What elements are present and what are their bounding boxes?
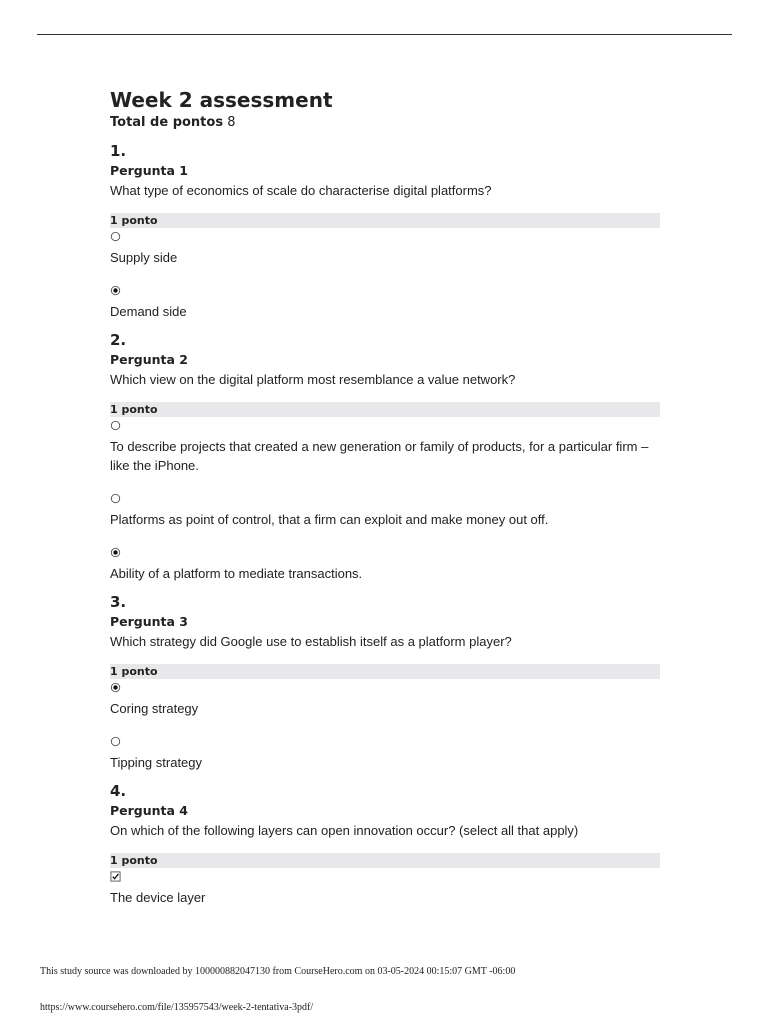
answer-option[interactable] bbox=[110, 871, 660, 907]
answer-option[interactable] bbox=[110, 420, 660, 475]
radio-unselected-icon[interactable] bbox=[110, 420, 121, 431]
option-label: Platforms as point of control, that a firm can exploit and make money out off. bbox=[110, 512, 549, 527]
question-text: Which view on the digital platform most resemblance a value network? bbox=[110, 372, 516, 387]
answer-option[interactable] bbox=[110, 682, 660, 718]
question-1 bbox=[110, 142, 660, 321]
radio-selected-icon[interactable] bbox=[110, 682, 121, 693]
download-source-notice: This study source was downloaded by 100000882047130 from CourseHero.com on 03-05-2024 00:15:07 GMT -06:00 bbox=[40, 966, 516, 977]
answer-option[interactable] bbox=[110, 285, 660, 321]
option-label: Tipping strategy bbox=[110, 755, 203, 770]
points-badge: 1 ponto bbox=[110, 664, 660, 679]
points-badge: 1 ponto bbox=[110, 402, 660, 417]
question-number: 1. bbox=[110, 142, 127, 160]
radio-unselected-icon[interactable] bbox=[110, 231, 121, 242]
total-points-label: Total de pontos bbox=[110, 115, 224, 130]
answer-option[interactable] bbox=[110, 231, 660, 267]
answer-option[interactable] bbox=[110, 547, 660, 583]
option-label: Ability of a platform to mediate transactions. bbox=[110, 566, 363, 581]
total-points-value: 8 bbox=[227, 115, 236, 130]
question-label: Pergunta 1 bbox=[110, 163, 189, 178]
question-4 bbox=[110, 782, 660, 907]
option-label: Supply side bbox=[110, 250, 178, 265]
question-number: 4. bbox=[110, 782, 127, 800]
option-label: Demand side bbox=[110, 304, 187, 319]
question-text: On which of the following layers can open innovation occur? (select all that apply) bbox=[110, 823, 579, 838]
question-number: 2. bbox=[110, 331, 127, 349]
option-label: Coring strategy bbox=[110, 701, 199, 716]
question-label: Pergunta 4 bbox=[110, 803, 189, 818]
radio-selected-icon[interactable] bbox=[110, 547, 121, 558]
radio-unselected-icon[interactable] bbox=[110, 736, 121, 747]
checkbox-checked-icon[interactable] bbox=[110, 871, 121, 882]
points-badge: 1 ponto bbox=[110, 213, 660, 228]
option-label: The device layer bbox=[110, 890, 206, 905]
points-badge: 1 ponto bbox=[110, 853, 660, 868]
radio-selected-icon[interactable] bbox=[110, 285, 121, 296]
assessment-content bbox=[110, 88, 660, 907]
answer-option[interactable] bbox=[110, 493, 660, 529]
answer-option[interactable] bbox=[110, 736, 660, 772]
source-url: https://www.coursehero.com/file/135957543/week-2-tentativa-3pdf/ bbox=[40, 1002, 314, 1013]
top-divider bbox=[37, 34, 732, 35]
question-number: 3. bbox=[110, 593, 127, 611]
page-title: Week 2 assessment bbox=[110, 88, 333, 112]
radio-unselected-icon[interactable] bbox=[110, 493, 121, 504]
question-text: What type of economics of scale do characterise digital platforms? bbox=[110, 183, 492, 198]
question-2 bbox=[110, 331, 660, 583]
total-points bbox=[110, 114, 660, 132]
question-text: Which strategy did Google use to establish itself as a platform player? bbox=[110, 634, 512, 649]
question-3 bbox=[110, 593, 660, 772]
question-label: Pergunta 3 bbox=[110, 614, 189, 629]
option-label: To describe projects that created a new generation or family of products, for a particular firm – like the iPhone. bbox=[110, 439, 649, 473]
question-label: Pergunta 2 bbox=[110, 352, 189, 367]
